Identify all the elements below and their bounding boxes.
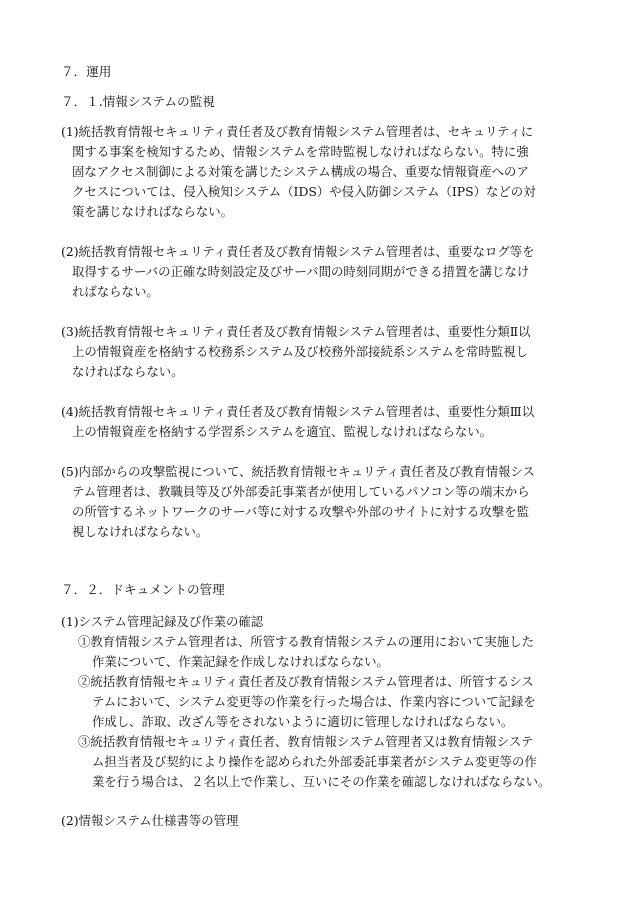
section-title: ７．運用 <box>61 64 112 79</box>
subitem-line: 作成し、詐取、改ざん等をされないように適切に管理しなければならない。 <box>92 714 514 729</box>
paragraph-line: (5)内部からの攻撃監視について、統括教育情報セキュリティ責任者及び教育情報シス <box>61 464 535 479</box>
subsection-title-7-1: ７．１.情報システムの監視 <box>61 94 215 109</box>
subitem-line: 業を行う場合は、２名以上で作業し、互いにその作業を確認しなければならない。 <box>92 774 551 789</box>
paragraph-line: クセスについては、侵入検知システム（IDS）や侵入防御システム（IPS）などの対 <box>72 184 536 199</box>
item-title: (1)システム管理記録及び作業の確認 <box>61 614 264 629</box>
paragraph-line: 上の情報資産を格納する学習系システムを適宜、監視しなければならない。 <box>72 424 493 439</box>
subitem-line: ①教育情報システム管理者は、所管する教育情報システムの運用において実施した <box>78 634 534 649</box>
paragraph-line: ればならない。 <box>72 284 159 299</box>
paragraph-line: なければならない。 <box>72 364 184 379</box>
subitem-line: 作業について、作業記録を作成しなければならない。 <box>92 654 389 669</box>
paragraph-line: 策を講じなければならない。 <box>72 204 234 219</box>
paragraph-line: (4)統括教育情報セキュリティ責任者及び教育情報システム管理者は、重要性分類Ⅲ以 <box>61 404 535 419</box>
paragraph-line: の所管するネットワークのサーバ等に対する攻撃や外部のサイトに対する攻撃を監 <box>72 504 529 519</box>
subsection-title-7-2: ７．２．ドキュメントの管理 <box>61 582 225 597</box>
subitem-line: ③統括教育情報セキュリティ責任者、教育情報システム管理者又は教育情報システ <box>78 734 534 749</box>
subitem-line: ム担当者及び契約により操作を認められた外部委託事業者がシステム変更等の作 <box>92 754 537 769</box>
subitem-line: ②統括教育情報セキュリティ責任者及び教育情報システム管理者は、所管するシス <box>78 674 534 689</box>
subitem-line: テムにおいて、システム変更等の作業を行った場合は、作業内容について記録を <box>92 694 536 709</box>
paragraph-line: 固なアクセス制御による対策を講じたシステム構成の場合、重要な情報資産へのア <box>72 164 529 179</box>
paragraph-line: 関する事案を検知するため、情報システムを常時監視しなければならない。特に強 <box>72 144 529 159</box>
paragraph-line: (2)統括教育情報セキュリティ責任者及び教育情報システム管理者は、重要なログ等を <box>61 244 535 259</box>
paragraph-line: (3)統括教育情報セキュリティ責任者及び教育情報システム管理者は、重要性分類Ⅱ以 <box>61 324 531 339</box>
paragraph-line: 視しなければならない。 <box>72 524 209 539</box>
item-title: (2)情報システム仕様書等の管理 <box>61 813 239 828</box>
paragraph-line: テム管理者は、教職員等及び外部委託事業者が使用しているパソコン等の端末から <box>72 484 530 499</box>
paragraph-line: (1)統括教育情報セキュリティ責任者及び教育情報システム管理者は、セキュリティに <box>61 124 534 139</box>
paragraph-line: 取得するサーバの正確な時刻設定及びサーバ間の時刻同期ができる措置を講じなけ <box>72 264 530 279</box>
paragraph-line: 上の情報資産を格納する校務系システム及び校務外部接続系システムを常時監視し <box>72 344 528 359</box>
